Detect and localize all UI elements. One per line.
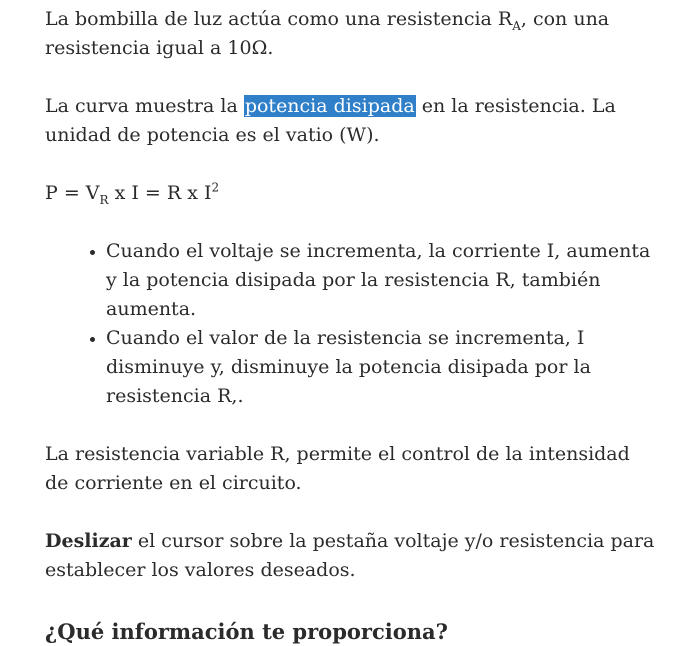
superscript-2: 2 (211, 180, 220, 195)
formula-segment: P = V (45, 182, 100, 204)
power-formula (45, 179, 655, 208)
paragraph-variable-resistance: La resistencia variable R, permite el control de la intensidad de corriente en el circuito. (45, 443, 630, 494)
selected-text-highlight[interactable]: potencia disipada (244, 95, 415, 117)
paragraph-bulb-resistance (45, 5, 655, 63)
subscript-r: R (99, 192, 109, 207)
text-segment: el cursor sobre la pestaña voltaje y/o resistencia para establecer los valores deseados. (45, 530, 655, 581)
paragraph-power-curve (45, 92, 655, 150)
text-segment: La bombilla de luz actúa como una resistencia R (45, 8, 513, 30)
list-item: • Cuando el voltaje se incrementa, la corriente I, aumenta y la potencia disipada por la resistencia R, también aumenta. (106, 237, 655, 324)
text-segment: en la resistencia. La unidad de potencia es el vatio (W). (45, 95, 616, 146)
paragraph-slider-instruction (45, 527, 655, 585)
bold-instruction: Deslizar (45, 530, 132, 552)
section-heading-cut-off: ¿Qué información te proporciona? (45, 619, 448, 644)
list-item: • Cuando el valor de la resistencia se incrementa, I disminuye y, disminuye la potencia disipada por la resistencia R,. (106, 324, 655, 411)
subscript-a: A (512, 18, 521, 33)
formula-segment: x I = R x I (108, 182, 212, 204)
text-segment: La curva muestra la (45, 95, 244, 117)
article-content (45, 5, 655, 643)
bullet-list (45, 237, 655, 411)
text-segment: , con una resistencia igual a 10Ω. (45, 8, 610, 59)
